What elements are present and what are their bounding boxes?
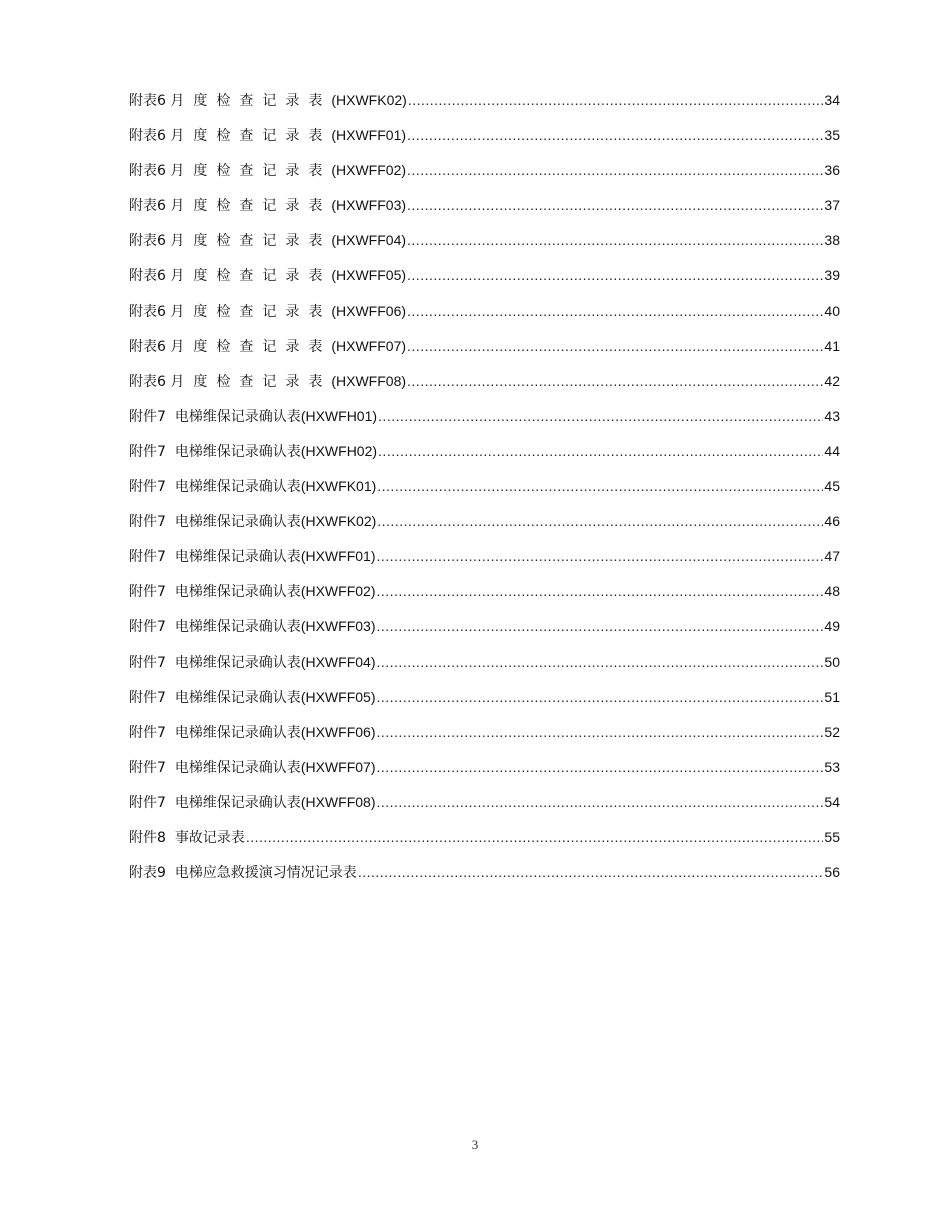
toc-entry-title xyxy=(129,685,375,710)
toc-entry-code: (HXWFF04) xyxy=(331,232,407,249)
toc-entry-code: (HXWFK02) xyxy=(300,513,377,530)
toc-entry-code: (HXWFF08) xyxy=(300,793,376,810)
toc-entry-prefix: 附表6 xyxy=(129,303,171,320)
toc-entry-name: 电梯应急救援演习情况记录表 xyxy=(174,865,357,882)
toc-entry[interactable] xyxy=(129,299,840,334)
toc-entry[interactable] xyxy=(129,263,840,298)
toc-entry-title xyxy=(129,860,357,885)
toc-entry[interactable] xyxy=(129,158,840,193)
toc-entry-name: 月度检查记录表 xyxy=(170,163,332,180)
toc-entry-name: 事故记录表 xyxy=(174,829,245,846)
toc-leader-dots xyxy=(376,544,823,568)
toc-entry[interactable] xyxy=(129,650,840,685)
toc-entry[interactable] xyxy=(129,790,840,825)
toc-entry[interactable] xyxy=(129,685,840,720)
toc-entry-prefix: 附件7 xyxy=(129,408,175,425)
toc-entry-title xyxy=(129,158,406,183)
toc-entry-page: 48 xyxy=(824,583,840,600)
toc-entry-page: 45 xyxy=(824,478,840,495)
toc-entry-page: 46 xyxy=(824,513,840,530)
toc-entry-code: (HXWFF02) xyxy=(331,162,407,179)
toc-entry-title xyxy=(129,579,375,604)
toc-entry[interactable] xyxy=(129,369,840,404)
toc-leader-dots xyxy=(407,299,823,323)
toc-entry-title xyxy=(129,720,375,745)
toc-entry-name: 电梯维保记录确认表 xyxy=(174,689,301,706)
toc-entry-title xyxy=(129,263,406,288)
toc-entry-code: (HXWFF07) xyxy=(300,758,376,775)
toc-entry[interactable] xyxy=(129,860,840,895)
toc-entry-name: 电梯维保记录确认表 xyxy=(174,514,301,531)
toc-leader-dots xyxy=(377,474,823,498)
toc-entry-page: 51 xyxy=(824,688,840,705)
toc-entry-page: 36 xyxy=(824,162,840,179)
toc-entry-name: 电梯维保记录确认表 xyxy=(174,654,301,671)
toc-entry[interactable] xyxy=(129,720,840,755)
toc-entry-page: 52 xyxy=(824,723,840,740)
toc-entry-prefix: 附件7 xyxy=(129,549,175,566)
toc-entry-name: 电梯维保记录确认表 xyxy=(174,549,301,566)
toc-entry-name: 电梯维保记录确认表 xyxy=(174,479,301,496)
toc-entry[interactable] xyxy=(129,193,840,228)
toc-entry-title xyxy=(129,755,375,780)
toc-entry-code: (HXWFF03) xyxy=(331,197,407,214)
toc-entry[interactable] xyxy=(129,579,840,614)
toc-entry[interactable] xyxy=(129,228,840,263)
toc-entry-name: 月度检查记录表 xyxy=(170,128,332,145)
toc-entry-name: 月度检查记录表 xyxy=(170,268,332,285)
toc-entry-title xyxy=(129,825,245,850)
toc-entry-prefix: 附表6 xyxy=(129,93,171,109)
toc-entry-code: (HXWFF06) xyxy=(300,723,376,740)
toc-entry-code: (HXWFF02) xyxy=(300,583,376,600)
toc-leader-dots xyxy=(358,860,824,884)
toc-entry[interactable] xyxy=(129,614,840,649)
toc-entry-code: (HXWFK01) xyxy=(300,478,377,495)
toc-entry-code: (HXWFF01) xyxy=(300,548,376,565)
toc-entry-prefix: 附件7 xyxy=(129,759,175,776)
toc-entry-prefix: 附表6 xyxy=(129,128,171,145)
toc-entry-prefix: 附表9 xyxy=(129,865,175,882)
toc-entry-prefix: 附表6 xyxy=(129,338,171,355)
toc-entry-code: (HXWFF04) xyxy=(300,653,376,670)
toc-entry-code: (HXWFK02) xyxy=(331,92,407,108)
toc-leader-dots xyxy=(376,579,823,603)
toc-entry[interactable] xyxy=(129,474,840,509)
toc-entry-page: 35 xyxy=(824,127,840,144)
toc-leader-dots xyxy=(376,720,823,744)
toc-entry-page: 39 xyxy=(824,267,840,284)
toc-leader-dots xyxy=(407,123,823,147)
toc-leader-dots xyxy=(378,404,823,428)
toc-entry-prefix: 附件7 xyxy=(129,584,175,601)
toc-entry-page: 34 xyxy=(824,92,840,108)
toc-entry-code: (HXWFF01) xyxy=(331,127,407,144)
toc-entry-page: 41 xyxy=(824,337,840,354)
toc-entry[interactable] xyxy=(129,825,840,860)
toc-entry-page: 38 xyxy=(824,232,840,249)
toc-leader-dots xyxy=(376,755,823,779)
toc-entry-page: 47 xyxy=(824,548,840,565)
toc-entry-title xyxy=(129,88,407,113)
toc-entry-name: 电梯维保记录确认表 xyxy=(174,584,301,601)
toc-entry-title xyxy=(129,439,377,464)
page-number: 3 xyxy=(471,1137,479,1152)
toc-entry-name: 电梯维保记录确认表 xyxy=(174,443,301,460)
toc-leader-dots xyxy=(408,88,824,112)
toc-entry-page: 42 xyxy=(824,372,840,389)
toc-entry-title xyxy=(129,650,375,675)
toc-entry-code: (HXWFF08) xyxy=(331,372,407,389)
toc-entry[interactable] xyxy=(129,509,840,544)
toc-leader-dots xyxy=(407,193,823,217)
toc-entry-name: 月度检查记录表 xyxy=(170,198,332,215)
toc-entry-title xyxy=(129,123,406,148)
toc-entry[interactable] xyxy=(129,544,840,579)
toc-leader-dots xyxy=(377,509,823,533)
toc-leader-dots xyxy=(407,158,823,182)
toc-entry-title xyxy=(129,509,376,534)
toc-entry-page: 50 xyxy=(824,653,840,670)
toc-entry-title xyxy=(129,334,406,359)
toc-entry-title xyxy=(129,614,375,639)
toc-entry-prefix: 附件7 xyxy=(129,619,175,636)
toc-entry-page: 54 xyxy=(824,793,840,810)
toc-entry[interactable] xyxy=(129,88,840,123)
toc-entry[interactable] xyxy=(129,439,840,474)
toc-leader-dots xyxy=(407,228,823,252)
toc-entry-name: 月度检查记录表 xyxy=(170,373,332,390)
toc-leader-dots xyxy=(246,825,824,849)
toc-entry-prefix: 附件8 xyxy=(129,829,175,846)
toc-entry-title xyxy=(129,299,406,324)
toc-entry-title xyxy=(129,404,377,429)
toc-entry-prefix: 附表6 xyxy=(129,163,171,180)
toc-entry-prefix: 附件7 xyxy=(129,794,175,811)
table-of-contents xyxy=(129,88,840,895)
toc-entry-title xyxy=(129,369,406,394)
toc-entry[interactable] xyxy=(129,334,840,369)
toc-leader-dots xyxy=(407,334,823,358)
toc-entry-code: (HXWFF03) xyxy=(300,618,376,635)
toc-entry-name: 月度检查记录表 xyxy=(170,338,332,355)
toc-entry-name: 电梯维保记录确认表 xyxy=(174,408,301,425)
toc-entry-name: 月度检查记录表 xyxy=(170,93,332,109)
toc-leader-dots xyxy=(378,439,823,463)
toc-leader-dots xyxy=(376,614,823,638)
toc-entry-code: (HXWFF06) xyxy=(331,302,407,319)
toc-entry-page: 44 xyxy=(824,442,840,459)
toc-entry-page: 37 xyxy=(824,197,840,214)
toc-entry-title xyxy=(129,474,376,499)
toc-entry[interactable] xyxy=(129,755,840,790)
toc-entry-title xyxy=(129,228,406,253)
toc-entry-name: 月度检查记录表 xyxy=(170,303,332,320)
toc-entry-name: 电梯维保记录确认表 xyxy=(174,794,301,811)
toc-entry-code: (HXWFF05) xyxy=(331,267,407,284)
toc-entry-name: 电梯维保记录确认表 xyxy=(174,724,301,741)
toc-entry-page: 56 xyxy=(824,864,840,881)
toc-leader-dots xyxy=(376,650,823,674)
toc-entry-code: (HXWFF07) xyxy=(331,337,407,354)
toc-leader-dots xyxy=(376,685,823,709)
toc-entry[interactable] xyxy=(129,123,840,158)
toc-entry-name: 电梯维保记录确认表 xyxy=(174,759,301,776)
toc-entry-prefix: 附表6 xyxy=(129,233,171,250)
toc-entry-name: 月度检查记录表 xyxy=(170,233,332,250)
toc-entry-page: 43 xyxy=(824,407,840,424)
toc-entry-page: 40 xyxy=(824,302,840,319)
toc-leader-dots xyxy=(376,790,823,814)
toc-entry-code: (HXWFH01) xyxy=(300,407,378,424)
toc-entry-prefix: 附表6 xyxy=(129,268,171,285)
toc-leader-dots xyxy=(407,369,823,393)
toc-entry-prefix: 附件7 xyxy=(129,479,175,496)
toc-entry-code: (HXWFF05) xyxy=(300,688,376,705)
toc-entry-prefix: 附件7 xyxy=(129,514,175,531)
toc-entry-prefix: 附件7 xyxy=(129,654,175,671)
toc-entry-prefix: 附表6 xyxy=(129,373,171,390)
toc-entry-page: 49 xyxy=(824,618,840,635)
toc-entry-page: 53 xyxy=(824,758,840,775)
toc-entry-page: 55 xyxy=(824,828,840,845)
toc-entry[interactable] xyxy=(129,404,840,439)
toc-entry-prefix: 附件7 xyxy=(129,443,175,460)
toc-entry-name: 电梯维保记录确认表 xyxy=(174,619,301,636)
toc-entry-title xyxy=(129,790,375,815)
toc-entry-title xyxy=(129,193,406,218)
toc-leader-dots xyxy=(407,263,823,287)
toc-entry-prefix: 附表6 xyxy=(129,198,171,215)
toc-entry-title xyxy=(129,544,375,569)
toc-entry-code: (HXWFH02) xyxy=(300,442,378,459)
toc-entry-prefix: 附件7 xyxy=(129,724,175,741)
toc-entry-prefix: 附件7 xyxy=(129,689,175,706)
